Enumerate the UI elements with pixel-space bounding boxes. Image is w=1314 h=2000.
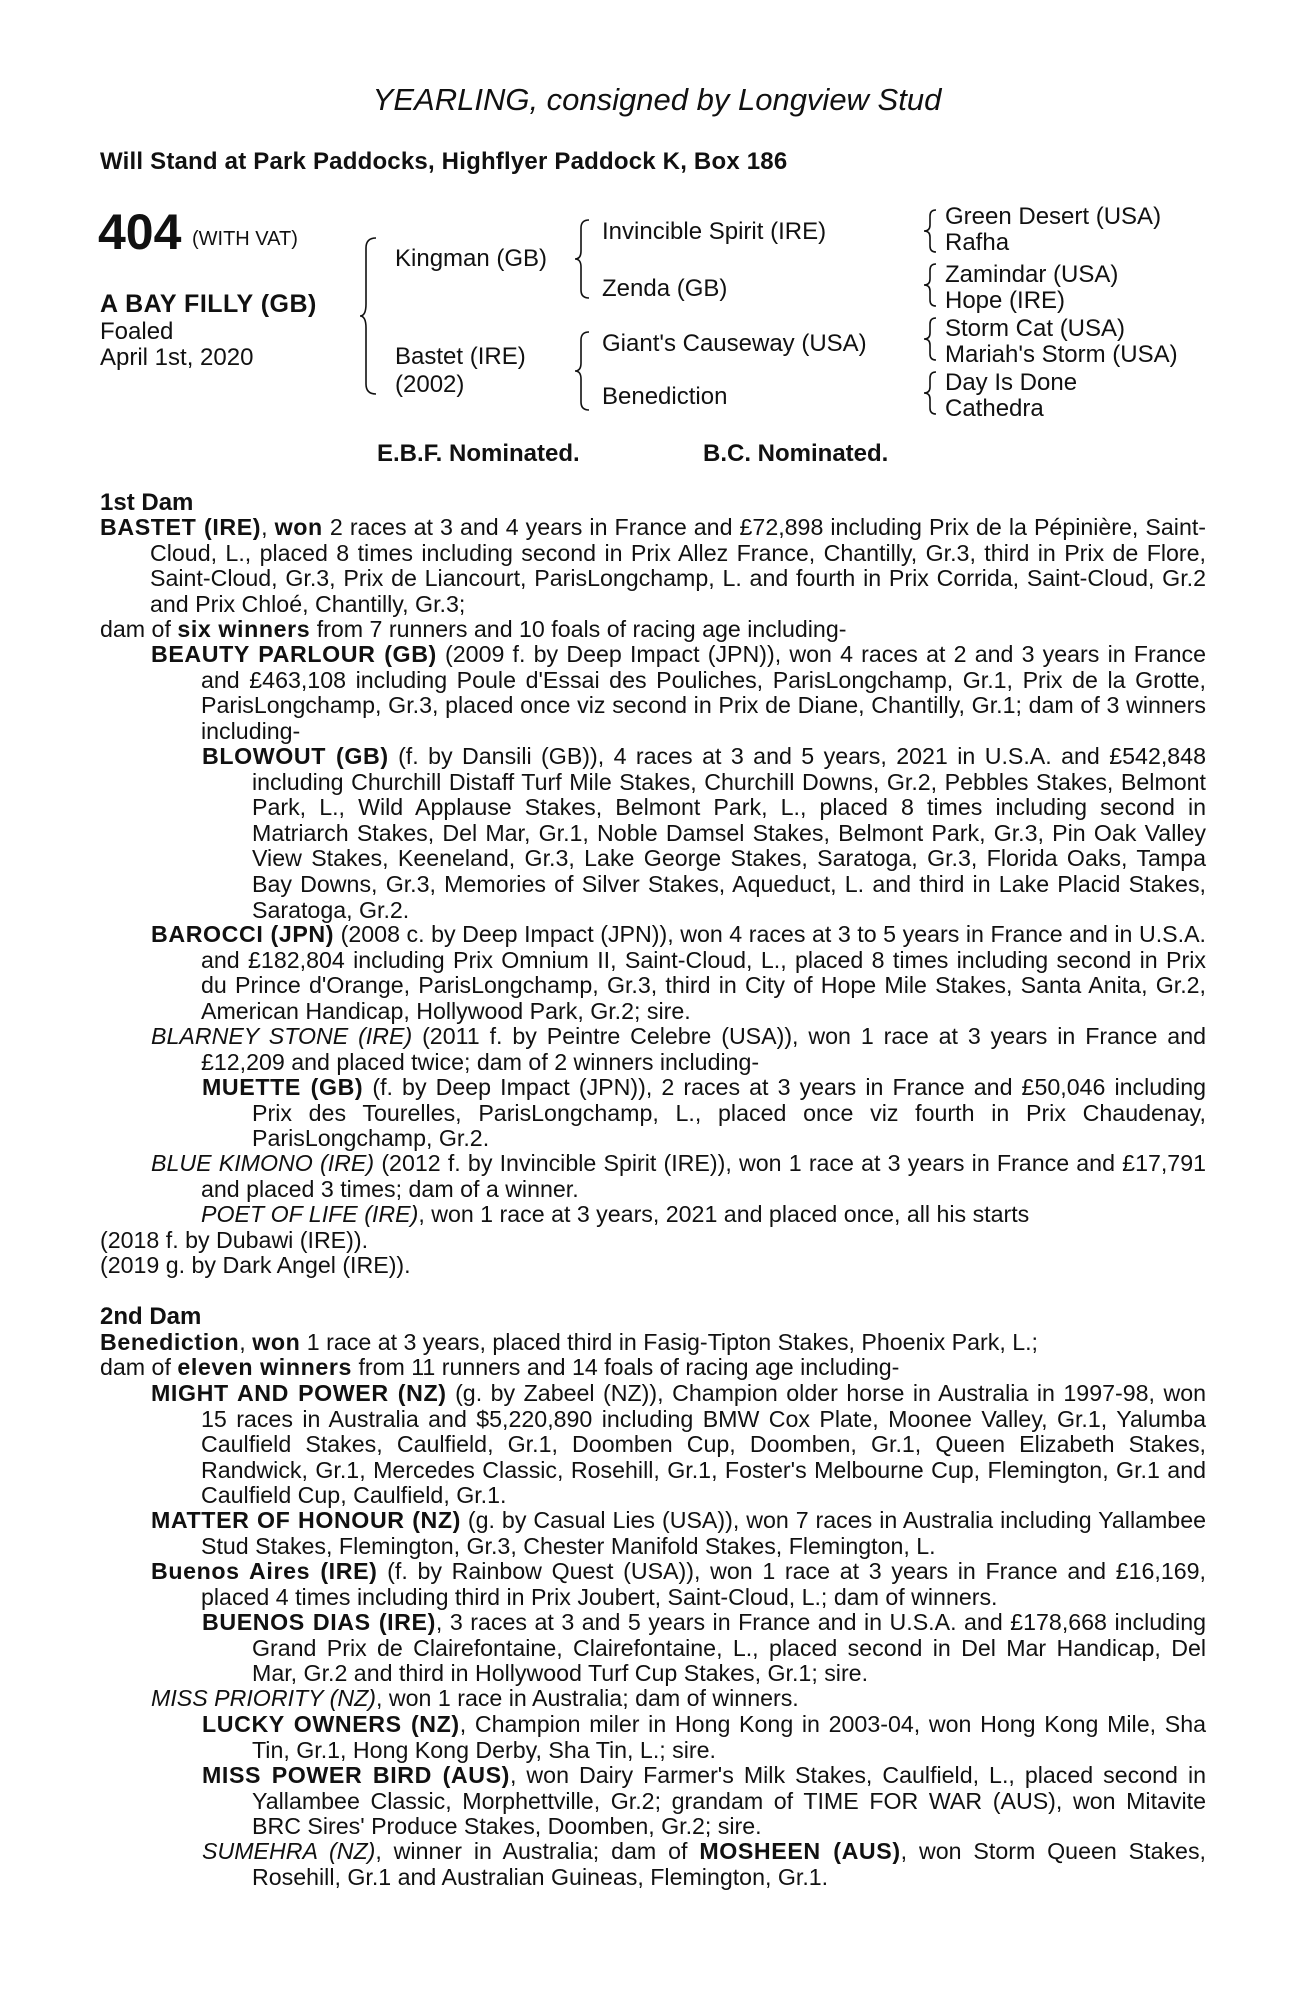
dam1-produce-summary [100, 617, 1205, 643]
offspring-name: POET OF LIFE (IRE) [201, 1201, 419, 1227]
foaled-date: April 1st, 2020 [100, 344, 254, 371]
pedigree-g3-2: Rafha [945, 229, 1010, 256]
offspring-text: (f. by Rainbow Quest (USA)), won 1 race at 3 years in France and £16,169, placed 4 times including third in Prix Joubert, Saint-Cloud, L.; dam of winners. [201, 1558, 1206, 1610]
offspring-pre: , winner in Australia; dam of [375, 1838, 700, 1864]
offspring-name: BLOWOUT (GB) [202, 743, 389, 769]
second-dam-heading: 2nd Dam [100, 1303, 202, 1330]
summary-post: from 11 runners and 14 foals of racing age including- [352, 1354, 900, 1380]
list-item [151, 1507, 1206, 1559]
vat-note: (WITH VAT) [192, 228, 298, 250]
offspring-name: MUETTE (GB) [202, 1074, 364, 1100]
pedigree-g3-1: Green Desert (USA) [945, 203, 1162, 230]
dam1-name: BASTET (IRE) [100, 514, 262, 540]
offspring-text: , won 1 race in Australia; dam of winners. [376, 1685, 799, 1711]
dam1-won: won [274, 514, 323, 540]
offspring-name: BLUE KIMONO (IRE) [151, 1150, 375, 1176]
offspring-name: MISS PRIORITY (NZ) [151, 1685, 377, 1711]
list-item [151, 1685, 1206, 1712]
offspring-name: MISS POWER BIRD (AUS) [202, 1762, 510, 1788]
offspring-name: Buenos Aires (IRE) [151, 1558, 378, 1584]
offspring-name: BEAUTY PARLOUR (GB) [151, 641, 437, 667]
list-item [151, 1023, 1206, 1075]
bc-nomination: B.C. Nominated. [703, 440, 889, 467]
list-item [151, 641, 1206, 744]
offspring-bold: MOSHEEN (AUS) [699, 1838, 901, 1864]
pedigree-brace-g4 [924, 370, 938, 416]
offspring-name: BUENOS DIAS (IRE) [202, 1609, 436, 1635]
pedigree-dam-dam: Benediction [602, 383, 728, 410]
pedigree-g3-7: Day Is Done [945, 369, 1078, 396]
dam1-record: BASTET (IRE), won 2 races at 3 and 4 years in France and £72,898 including Prix de la Pépinière, Saint-Cloud, L., placed 8 times including second in Prix Allez France, Chantilly, Gr.3, third in Prix de Flore, Saint-Cloud, Gr.3, Prix de Liancourt, ParisLongchamp, L. and fourth in Prix Corrida, Saint-Cloud, Gr.2 and Prix Chloé, Chantilly, Gr.3; [100, 514, 1207, 617]
pedigree-sire: Kingman (GB) [395, 245, 548, 272]
ebf-nomination: E.B.F. Nominated. [377, 440, 580, 467]
pedigree-g3-4: Hope (IRE) [945, 287, 1066, 314]
offspring-text: , won 1 race at 3 years, 2021 and placed once, all his starts [418, 1201, 1030, 1227]
pedigree-dam: Bastet (IRE) [395, 343, 526, 370]
offspring-text: , Champion miler in Hong Kong in 2003-04, won Hong Kong Mile, Sha Tin, Gr.1, Hong Kong Derby, Sha Tin, L.; sire. [252, 1711, 1206, 1763]
pedigree-g3-6: Mariah's Storm (USA) [945, 341, 1178, 368]
horse-name: A BAY FILLY (GB) [100, 290, 317, 318]
summary-post: from 7 runners and 10 foals of racing age including- [310, 616, 847, 642]
lot-number: 404 [98, 204, 182, 260]
pedigree-g3-3: Zamindar (USA) [945, 261, 1119, 288]
list-item [151, 1150, 1206, 1202]
offspring-text: (2008 c. by Deep Impact (JPN)), won 4 races at 3 to 5 years in France and in U.S.A. and £182,804 including Prix Omnium II, Saint-Cloud, L., placed 8 times including second in Prix du Prince d'Orange, ParisLongchamp, Gr.3, third in City of Hope Mile Stakes, Santa Anita, Gr.2, American Handicap, Hollywood Park, Gr.2; sire. [201, 921, 1206, 1024]
list-item [201, 1202, 1206, 1228]
offspring-text: (2009 f. by Deep Impact (JPN)), won 4 races at 2 and 3 years in France and £463,108 including Poule d'Essai des Pouliches, ParisLongchamp, Gr.1, Prix de la Grotte, ParisLongchamp, Gr.3, placed once viz second in Prix de Diane, Chantilly, Gr.1; dam of 3 winners including- [201, 641, 1206, 744]
list-item [151, 921, 1206, 1024]
offspring-text: (g. by Casual Lies (USA)), won 7 races in Australia including Yallambee Stud Stakes, Flemington, Gr.3, Chester Manifold Stakes, Flemington, L. [201, 1507, 1206, 1559]
offspring-text: , won Storm Queen Stakes, Rosehill, Gr.1 and Australian Guineas, Flemington, Gr.1. [252, 1838, 1206, 1890]
pedigree-dam-year: (2002) [395, 371, 465, 398]
offspring-text: (2012 f. by Invincible Spirit (IRE)), won 1 race at 3 years in France and £17,791 and placed 3 times; dam of a winner. [201, 1150, 1206, 1202]
dam1-text: 2 races at 3 and 4 years in France and £72,898 including Prix de la Pépinière, Saint-Cloud, L., placed 8 times including second in Prix Allez France, Chantilly, Gr.3, third in Prix de Flore, Saint-Cloud, Gr.3, Prix de Liancourt, ParisLongchamp, L. and fourth in Prix Corrida, Saint-Cloud, Gr.2 and Prix Chloé, Chantilly, Gr.3; [150, 514, 1207, 617]
list-item [202, 1711, 1206, 1763]
offspring-name: BLARNEY STONE (IRE) [151, 1023, 413, 1049]
summary-winners: six winners [177, 616, 311, 642]
pedigree-brace-sire [575, 218, 593, 300]
offspring-text: , won Dairy Farmer's Milk Stakes, Caulfield, L., placed second in Yallambee Classic, Morphettville, Gr.2; grandam of TIME FOR WAR (AUS), won Mitavite BRC Sires' Produce Stakes, Doomben, Gr.2; sire. [252, 1762, 1206, 1840]
dam2-won: won [252, 1329, 301, 1355]
pedigree-brace-g1 [924, 208, 938, 254]
offspring-text: (2011 f. by Peintre Celebre (USA)), won 1 race at 3 years in France and £12,209 and placed twice; dam of 2 winners including- [201, 1023, 1206, 1075]
list-item: (2018 f. by Dubawi (IRE)). [100, 1227, 369, 1253]
offspring-name: MIGHT AND POWER (NZ) [151, 1380, 447, 1406]
pedigree-brace-main [360, 236, 380, 396]
dam2-produce-summary [100, 1355, 1205, 1381]
pedigree-g3-5: Storm Cat (USA) [945, 315, 1126, 342]
pedigree-brace-g2 [924, 262, 938, 308]
dam2-name: Benediction [100, 1329, 240, 1355]
summary-pre: dam of [100, 616, 178, 642]
summary-pre: dam of [100, 1354, 178, 1380]
list-item [202, 1838, 1206, 1890]
first-dam-heading: 1st Dam [100, 489, 194, 516]
list-item [151, 1558, 1206, 1610]
catalogue-header: YEARLING, consigned by Longview Stud [372, 82, 942, 117]
dam2-record: Benediction, won 1 race at 3 years, placed third in Fasig-Tipton Stakes, Phoenix Park, L.; [100, 1329, 1038, 1355]
offspring-text: , 3 races at 3 and 5 years in France and in U.S.A. and £178,668 including Grand Prix de Clairefontaine, Clairefontaine, L., placed second in Del Mar Handicap, Del Mar, Gr.2 and third in Hollywood Turf Cup Stakes, Gr.1; sire. [252, 1609, 1206, 1687]
pedigree-dam-sire: Giant's Causeway (USA) [602, 330, 867, 357]
pedigree-brace-g3 [924, 316, 938, 362]
foaled-label: Foaled [100, 318, 174, 345]
stand-location: Will Stand at Park Paddocks, Highflyer Paddock K, Box 186 [100, 148, 788, 175]
offspring-text: (f. by Deep Impact (JPN)), 2 races at 3 years in France and £50,046 including Prix des Tourelles, ParisLongchamp, L., placed once viz fourth in Prix Chaudenay, ParisLongchamp, Gr.2. [252, 1074, 1206, 1152]
offspring-text: (f. by Dansili (GB)), 4 races at 3 and 5 years, 2021 in U.S.A. and £542,848 including Churchill Distaff Turf Mile Stakes, Churchill Downs, Gr.2, Pebbles Stakes, Belmont Park, L., Wild Applause Stakes, Belmont Park, L., placed 8 times including second in Matriarch Stakes, Del Mar, Gr.1, Noble Damsel Stakes, Belmont Park, Gr.3, Pin Oak Valley View Stakes, Keeneland, Gr.3, Lake George Stakes, Saratoga, Gr.3, Florida Oaks, Tampa Bay Downs, Gr.3, Memories of Silver Stakes, Aqueduct, L. and third in Lake Placid Stakes, Saratoga, Gr.2. [252, 743, 1206, 923]
list-item [202, 1074, 1206, 1152]
offspring-text: (g. by Zabeel (NZ)), Champion older horse in Australia in 1997-98, won 15 races in Australia and $5,220,890 including BMW Cox Plate, Moonee Valley, Gr.1, Yalumba Caulfield Stakes, Caulfield, Gr.1, Doomben Cup, Doomben, Gr.1, Queen Elizabeth Stakes, Randwick, Gr.1, Mercedes Classic, Rosehill, Gr.1, Foster's Melbourne Cup, Flemington, Gr.1 and Caulfield Cup, Caulfield, Gr.1. [201, 1380, 1206, 1509]
dam2-text: 1 race at 3 years, placed third in Fasig-Tipton Stakes, Phoenix Park, L.; [300, 1329, 1038, 1355]
pedigree-sire-dam: Zenda (GB) [602, 275, 728, 302]
list-item [202, 743, 1206, 923]
offspring-name: LUCKY OWNERS (NZ) [202, 1711, 460, 1737]
offspring-name: BAROCCI (JPN) [151, 921, 335, 947]
list-item: (2019 g. by Dark Angel (IRE)). [100, 1252, 411, 1278]
list-item [151, 1380, 1206, 1509]
pedigree-sire-sire: Invincible Spirit (IRE) [602, 218, 827, 245]
pedigree-brace-dam [575, 330, 593, 412]
offspring-name: MATTER OF HONOUR (NZ) [151, 1507, 461, 1533]
list-item [202, 1762, 1206, 1840]
pedigree-g3-8: Cathedra [945, 395, 1044, 422]
offspring-name: SUMEHRA (NZ) [202, 1838, 376, 1864]
list-item [202, 1609, 1206, 1687]
summary-winners: eleven winners [177, 1354, 352, 1380]
